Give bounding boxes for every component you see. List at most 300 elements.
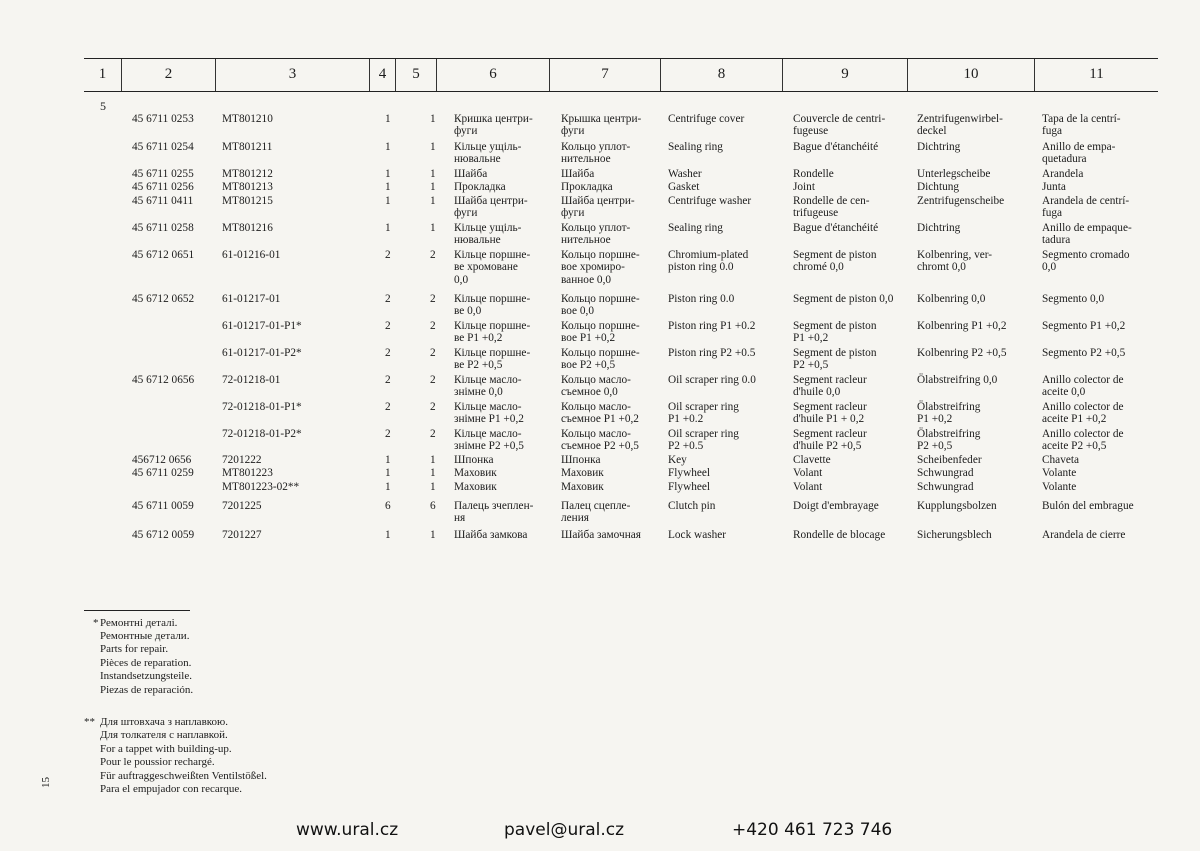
name-ru [561,168,594,180]
name-ru-line: Крышка центри- [561,113,642,125]
part-number-line: 7201222 [222,454,262,466]
quantity-2-line: 2 [430,249,436,261]
name-de-line: Dichtung [917,181,960,193]
name-es [1042,467,1076,479]
name-es-line: quetadura [1042,153,1087,166]
name-ru-line: съемное 0,0 [561,386,618,399]
name-es [1042,181,1066,193]
name-fr [793,428,867,453]
name-es [1042,454,1079,466]
part-code-line: 45 6711 0253 [132,113,194,125]
footnote-line: For a tappet with building-up. [100,743,232,755]
part-code-line: 45 6712 0652 [132,293,195,305]
quantity-2 [430,168,436,180]
name-ru [561,500,630,525]
phone-number: +420 461 723 746 [732,820,893,840]
part-number-line: 7201225 [222,500,262,512]
quantity-1-line: 2 [385,401,391,413]
name-uk-line: Маховик [454,467,497,479]
quantity-1-line: 2 [385,374,391,386]
name-en [668,454,687,466]
quantity-2 [430,249,436,261]
part-number [222,181,273,193]
name-en [668,467,710,479]
name-en-line: piston ring 0.0 [668,261,734,274]
name-uk-line: Кільце поршне- [454,249,531,261]
part-number [222,113,273,125]
part-number-line: 72-01218-01 [222,374,281,386]
part-code [132,467,194,479]
quantity-1 [385,347,391,359]
name-de-line: Ölabstreifring [917,401,981,413]
name-en-line: Clutch pin [668,500,716,512]
name-uk-line: Палець зчеплен- [454,500,534,512]
part-number [222,347,302,359]
name-ru-line: вое P2 +0,5 [561,359,616,372]
name-fr [793,181,815,193]
name-fr [793,168,834,180]
name-uk [454,222,521,247]
name-es-line: Segmento cromado [1042,249,1130,261]
name-es-line: aceite P1 +0,2 [1042,413,1107,426]
part-number-line: 61-01217-01 [222,293,281,305]
quantity-2-line: 2 [430,401,436,413]
name-en-line: Gasket [668,181,700,193]
name-es-line: Anillo colector de [1042,428,1124,440]
name-en [668,347,755,359]
name-ru-line: Шайба [561,168,595,180]
name-es [1042,195,1129,220]
quantity-2 [430,293,436,305]
name-de-line: Scheibenfeder [917,454,982,466]
name-uk [454,168,487,180]
quantity-2-line: 1 [430,181,436,193]
name-es-line: Volante [1042,481,1077,493]
quantity-1 [385,195,391,207]
name-uk [454,481,497,493]
part-number [222,529,262,541]
name-es-line: Anillo colector de [1042,374,1124,386]
quantity-2-line: 2 [430,374,436,386]
name-de-line: Kolbenring, ver- [917,249,993,261]
name-fr [793,293,893,305]
name-uk-line: Кришка центри- [454,113,533,125]
quantity-1 [385,529,391,541]
name-fr-line: d'huile P1 + 0,2 [793,413,865,426]
quantity-1 [385,141,391,153]
quantity-1 [385,168,391,180]
quantity-2 [430,347,436,359]
name-uk [454,401,524,426]
name-en [668,320,755,332]
name-es-line: Bulón del embrague [1042,500,1134,512]
name-de [917,222,960,234]
name-uk [454,293,530,318]
name-es [1042,347,1125,359]
name-fr [793,529,885,541]
name-ru [561,401,639,426]
part-number [222,141,272,153]
name-ru-line: Кольцо масло- [561,374,631,386]
footnote-divider [84,610,190,611]
name-uk-line: 0,0 [454,273,469,286]
name-en-line: Flywheel [668,481,711,493]
name-de-line: Schwungrad [917,467,974,479]
name-ru [561,141,630,166]
quantity-2 [430,500,436,512]
part-code-line: 45 6712 0059 [132,529,195,541]
name-en-line: Centrifuge cover [668,113,745,125]
name-ru [561,181,613,193]
name-fr [793,347,876,372]
header-col-6: 6 [436,59,549,91]
name-ru [561,347,640,372]
name-de-line: Zentrifugenscheibe [917,195,1005,207]
name-ru [561,428,639,453]
name-fr-line: Bague d'étanchéité [793,222,879,234]
part-code [132,141,194,153]
name-uk-line: Шайба центри- [454,195,528,207]
name-uk-line: Шайба замкова [454,529,528,541]
header-col-3: 3 [215,59,369,91]
header-col-7: 7 [549,59,660,91]
quantity-2-line: 2 [430,320,436,332]
quantity-1-line: 2 [385,249,391,261]
name-uk [454,320,530,345]
name-de-line: Ölabstreifring [917,428,981,440]
name-uk-line: фуги [454,125,478,138]
name-fr-line: Segment racleur [793,401,867,413]
part-number-line: MT801216 [222,222,273,234]
name-en-line: Oil scraper ring 0.0 [668,374,756,386]
name-es-line: Segmento 0,0 [1042,293,1105,305]
name-es-line: Arandela de centrí- [1042,195,1130,207]
name-fr-line: Rondelle de blocage [793,529,886,541]
name-fr-line: P1 +0,2 [793,332,829,345]
part-code [132,181,194,193]
name-fr [793,467,822,479]
name-fr-line: Segment de piston [793,347,877,359]
name-ru [561,454,600,466]
name-uk [454,428,524,453]
part-number [222,249,280,261]
footnote-line: Pour le poussior rechargé. [100,756,215,768]
name-en-line: Sealing ring [668,222,723,234]
part-number-line: MT801210 [222,113,273,125]
quantity-1-line: 2 [385,293,391,305]
name-uk-line: ня [454,512,466,525]
footnote-line: Для штовхача з наплавкою. [100,716,229,728]
footnote-line: Piezas de reparación. [100,684,194,696]
part-code [132,113,194,125]
name-de-line: Kolbenring 0,0 [917,293,986,305]
name-uk-line: Кільце ущіль- [454,222,522,234]
part-code-line: 45 6711 0258 [132,222,194,234]
name-es-line: 0,0 [1042,261,1057,274]
quantity-1-line: 1 [385,454,391,466]
quantity-2-line: 1 [430,529,436,541]
quantity-2 [430,222,436,234]
name-en [668,529,726,541]
name-es [1042,500,1134,512]
name-uk-line: ве 0,0 [454,305,482,318]
quantity-1 [385,293,391,305]
name-uk [454,181,506,193]
name-de-line: Zentrifugenwirbel- [917,113,1003,125]
name-ru-line: Кольцо поршне- [561,249,640,261]
page-number: 15 [40,777,52,788]
footnote-line: Parts for repair. [100,643,169,655]
footnote-line: Instandsetzungsteile. [100,670,192,682]
quantity-1-line: 1 [385,141,391,153]
name-en [668,481,710,493]
name-de-line: P2 +0,5 [917,440,953,453]
quantity-1-line: 2 [385,428,391,440]
name-uk [454,529,527,541]
name-de-line: Unterlegscheibe [917,168,991,180]
name-ru-line: фуги [561,207,585,220]
quantity-2 [430,320,436,332]
quantity-1-line: 2 [385,347,391,359]
part-number [222,374,280,386]
name-uk [454,195,528,220]
name-en-line: Lock washer [668,529,727,541]
quantity-1-line: 1 [385,168,391,180]
name-uk-line: фуги [454,207,478,220]
section-number: 5 [100,99,106,113]
quantity-2 [430,113,436,125]
name-de-line: Kolbenring P1 +0,2 [917,320,1007,332]
name-ru-line: ления [561,512,589,525]
quantity-2 [430,481,436,493]
part-code [132,500,194,512]
quantity-2-line: 2 [430,347,436,359]
name-en-line: Oil scraper ring [668,428,739,440]
quantity-1 [385,500,391,512]
name-ru-line: нительное [561,153,611,166]
part-code [132,195,193,207]
quantity-2 [430,529,436,541]
name-ru-line: съемное P1 +0,2 [561,413,639,426]
name-fr-line: Segment racleur [793,374,867,386]
name-en-line: Oil scraper ring [668,401,739,413]
quantity-1-line: 1 [385,481,391,493]
footnote-line: Ремонтні деталі. [100,617,178,629]
name-en [668,195,751,207]
quantity-2 [430,428,436,440]
name-fr [793,249,876,274]
name-de-line: Dichtring [917,141,961,153]
part-number-line: MT801213 [222,181,273,193]
name-en [668,141,723,153]
name-fr-line: trifugeuse [793,207,839,220]
name-ru [561,467,604,479]
name-uk-line: Кільце масло- [454,374,522,386]
name-de-line: Sicherungsblech [917,529,992,541]
name-es [1042,529,1125,541]
part-number [222,401,302,413]
header-col-2: 2 [121,59,215,91]
quantity-1-line: 1 [385,195,391,207]
name-en-line: Sealing ring [668,141,723,153]
part-number [222,467,273,479]
name-de [917,168,990,180]
part-number [222,428,302,440]
quantity-1 [385,428,391,440]
name-es-line: Anillo colector de [1042,401,1124,413]
header-col-11: 11 [1034,59,1158,91]
name-fr [793,320,876,345]
name-es [1042,320,1125,332]
part-number-line: MT801215 [222,195,273,207]
quantity-1 [385,467,391,479]
name-en-line: P1 +0.2 [668,413,704,426]
name-fr [793,401,867,426]
name-es-line: Chaveta [1042,454,1080,466]
name-fr-line: Segment de piston 0,0 [793,293,894,305]
part-code [132,222,194,234]
name-en-line: Flywheel [668,467,711,479]
quantity-1 [385,320,391,332]
name-ru-line: Кольцо поршне- [561,320,640,332]
part-number-line: 61-01217-01-P2* [222,347,302,359]
name-de [917,374,997,386]
name-es-line: Arandela [1042,168,1084,180]
name-fr [793,500,879,512]
name-uk-line: нювальне [454,234,501,247]
name-uk-line: знімне 0,0 [454,386,503,399]
name-de [917,347,1007,359]
part-code-line: 456712 0656 [132,454,192,466]
part-number-line: MT801223 [222,467,273,479]
name-fr-line: Rondelle [793,168,834,180]
name-uk [454,467,497,479]
part-code [132,293,194,305]
header-col-8: 8 [660,59,782,91]
name-ru-line: Кольцо поршне- [561,293,640,305]
part-number [222,293,280,305]
part-code [132,249,194,261]
name-ru-line: вое 0,0 [561,305,595,318]
name-ru-line: нительное [561,234,611,247]
name-en [668,168,702,180]
name-en [668,249,748,274]
name-uk [454,374,522,399]
name-en [668,293,734,305]
name-de [917,481,973,493]
name-uk-line: знімне P1 +0,2 [454,413,524,426]
name-de [917,141,960,153]
name-ru [561,113,641,138]
name-uk [454,141,521,166]
name-en-line: Washer [668,168,702,180]
name-ru [561,320,640,345]
name-fr [793,481,822,493]
header-col-1: 1 [98,66,107,82]
quantity-2-line: 6 [430,500,436,512]
name-fr-line: P2 +0,5 [793,359,829,372]
name-es-line: fuga [1042,125,1063,138]
quantity-1 [385,222,391,234]
quantity-2 [430,401,436,413]
quantity-2 [430,181,436,193]
name-es [1042,249,1130,274]
footnote-line: Para el empujador con recarque. [100,783,243,795]
name-fr-line: Clavette [793,454,831,466]
name-fr-line: Bague d'étanchéité [793,141,879,153]
footnote-repair-mark: * [93,617,99,629]
part-number-line: 7201227 [222,529,262,541]
name-uk-line: Кільце поршне- [454,293,531,305]
name-uk [454,113,533,138]
name-es-line: Arandela de cierre [1042,529,1126,541]
name-fr-line: Segment racleur [793,428,867,440]
footnote-line: Für auftraggeschweißten Ventilstößel. [100,770,267,782]
quantity-1 [385,181,391,193]
quantity-2-line: 2 [430,428,436,440]
name-ru-line: Маховик [561,481,604,493]
name-ru-line: съемное P2 +0,5 [561,440,639,453]
name-en-line: Centrifuge washer [668,195,752,207]
name-fr-line: Joint [793,181,815,193]
name-en-line: Piston ring P2 +0.5 [668,347,756,359]
contact-bar [0,820,1200,844]
quantity-2-line: 1 [430,467,436,479]
name-es-line: tadura [1042,234,1071,247]
quantity-2 [430,195,436,207]
name-ru-line: вое P1 +0,2 [561,332,616,345]
name-de-line: Ölabstreifring 0,0 [917,374,998,386]
website-link[interactable]: www.ural.cz [296,820,399,840]
name-ru-line: вое хромиро- [561,261,625,274]
quantity-2-line: 2 [430,293,436,305]
name-ru-line: Палец сцепле- [561,500,631,512]
name-es [1042,113,1121,138]
quantity-1 [385,374,391,386]
quantity-2-line: 1 [430,222,436,234]
name-en [668,113,744,125]
header-col-9: 9 [782,59,907,91]
name-de-line: Dichtring [917,222,961,234]
name-de [917,293,985,305]
email-link[interactable]: pavel@ural.cz [504,820,625,840]
name-fr-line: fugeuse [793,125,829,138]
part-code-line: 45 6711 0259 [132,467,194,479]
name-es-line: Segmento P2 +0,5 [1042,347,1126,359]
name-de [917,454,982,466]
name-uk-line: ве хромоване [454,261,518,274]
part-number-line: MT801211 [222,141,273,153]
part-code-line: 45 6711 0059 [132,500,194,512]
quantity-1 [385,113,391,125]
name-en [668,428,739,453]
part-code-line: 45 6712 0651 [132,249,195,261]
name-de [917,529,992,541]
name-de [917,181,959,193]
name-es-line: Tapa de la centrí- [1042,113,1121,125]
name-en [668,222,723,234]
quantity-1-line: 2 [385,320,391,332]
name-uk-line: Маховик [454,481,497,493]
name-de-line: Schwungrad [917,481,974,493]
name-de-line: chromt 0,0 [917,261,966,274]
name-uk [454,249,530,286]
name-uk [454,347,530,372]
part-number [222,222,273,234]
quantity-2-line: 1 [430,113,436,125]
quantity-1 [385,481,391,493]
name-fr-line: d'huile 0,0 [793,386,841,399]
